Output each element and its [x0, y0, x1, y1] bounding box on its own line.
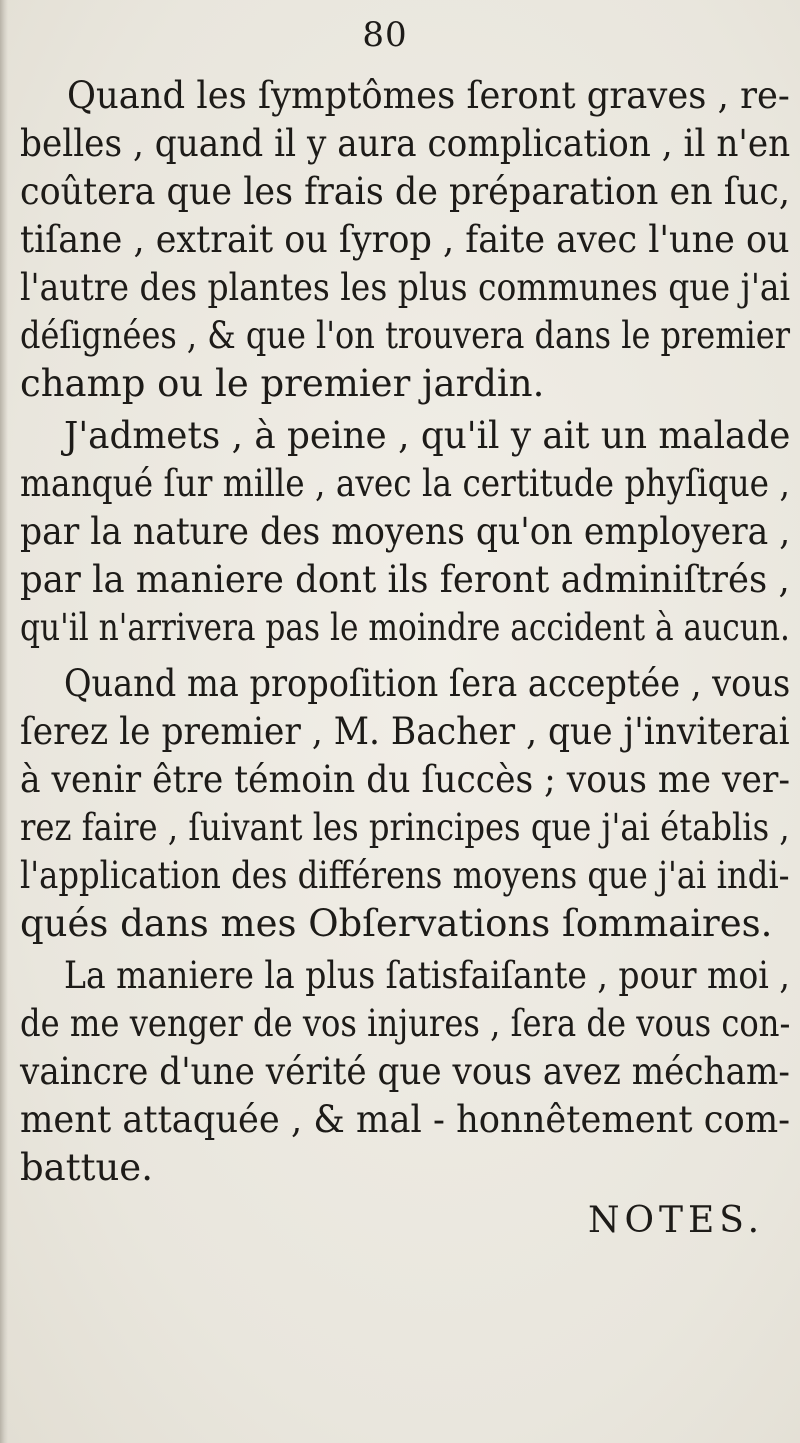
- text-line: par la maniere dont ils feront adminiſtrés ,: [20, 558, 790, 601]
- text-line: tiſane , extrait ou ſyrop , faite avec l'une ou: [20, 218, 790, 261]
- text-line: par la nature des moyens qu'on employera ,: [20, 510, 791, 553]
- text-line: l'autre des plantes les plus communes que j'ai: [20, 266, 791, 309]
- text-line: déſignées , & que l'on trouvera dans le premier: [20, 314, 790, 357]
- text-line: l'application des différens moyens que j'ai indi-: [20, 854, 790, 897]
- text-line: coûtera que les frais de préparation en ſuc,: [20, 170, 790, 213]
- text-line: La maniere la plus ſatisfaiſante , pour moi ,: [64, 954, 790, 997]
- text-line: belles , quand il y aura complication , il n'en: [20, 122, 791, 165]
- text-line: de me venger de vos injures , ſera de vous con-: [20, 1002, 791, 1045]
- text-line: ſerez le premier , M. Bacher , que j'inviterai: [20, 710, 790, 753]
- page-binding-edge: [0, 0, 8, 1443]
- text-line: Quand les ſymptômes ſeront graves , re-: [67, 74, 790, 117]
- text-line: J'admets , à peine , qu'il y ait un malade: [64, 414, 791, 457]
- text-line: manqué ſur mille , avec la certitude phyſique ,: [20, 462, 790, 505]
- text-line: vaincre d'une vérité que vous avez mécham-: [20, 1050, 790, 1093]
- text-line: battue.: [20, 1146, 153, 1189]
- text-line: qu'il n'arrivera pas le moindre accident à aucun.: [20, 606, 790, 649]
- text-line: qués dans mes Obſervations ſommaires.: [20, 902, 773, 945]
- text-line: ment attaquée , & mal - honnêtement com-: [20, 1098, 791, 1141]
- text-line: rez faire , ſuivant les principes que j'ai établis ,: [20, 806, 790, 849]
- text-line: Quand ma propoſition ſera acceptée , vous: [64, 662, 791, 705]
- page-number: 80: [362, 15, 408, 55]
- notes-heading: NOTES.: [588, 1200, 765, 1241]
- text-line: champ ou le premier jardin.: [20, 362, 545, 405]
- text-line: à venir être témoin du ſuccès ; vous me ver-: [20, 758, 790, 801]
